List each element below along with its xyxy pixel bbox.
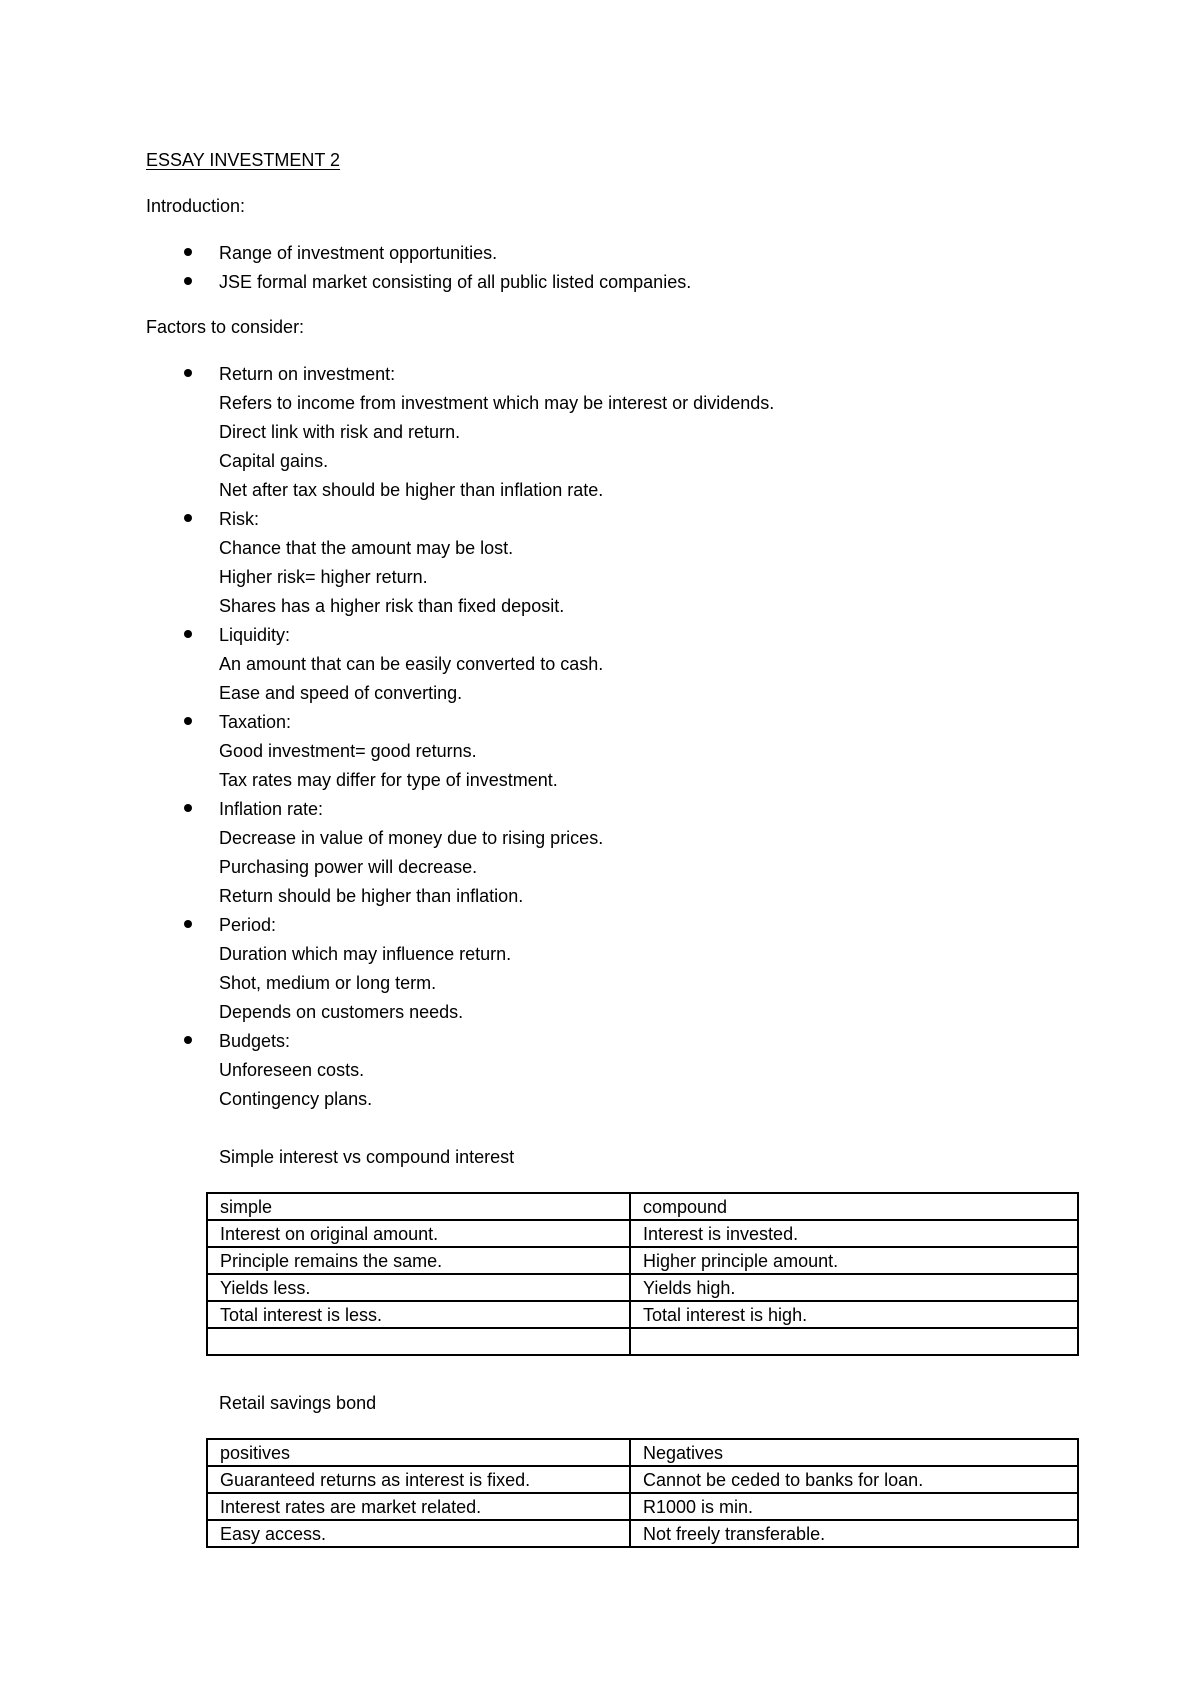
factor-detail: Unforeseen costs. <box>219 1060 365 1080</box>
factor-detail: Net after tax should be higher than inflation rate. <box>219 480 604 500</box>
bullet-icon <box>184 514 192 522</box>
table-cell: Interest is invested. <box>630 1220 1078 1247</box>
factor-detail: Chance that the amount may be lost. <box>219 538 514 558</box>
factor-label: Taxation: <box>219 712 292 732</box>
factor-detail: Good investment= good returns. <box>219 741 477 761</box>
table-header-cell: Negatives <box>630 1439 1078 1466</box>
factor-label: Return on investment: <box>219 364 396 384</box>
bullet-icon <box>184 717 192 725</box>
factor-label: Liquidity: <box>219 625 291 645</box>
table-cell: Yields less. <box>207 1274 630 1301</box>
factor-detail: Decrease in value of money due to rising prices. <box>219 828 604 848</box>
bullet-icon <box>184 369 192 377</box>
table-row <box>207 1220 1078 1247</box>
table-cell: Not freely transferable. <box>630 1520 1078 1547</box>
table-header-cell: compound <box>630 1193 1078 1220</box>
table-cell: Total interest is less. <box>207 1301 630 1328</box>
introduction-heading: Introduction: <box>146 196 246 216</box>
bullet-icon <box>184 277 192 285</box>
factor-detail: Shares has a higher risk than fixed deposit. <box>219 596 565 616</box>
table-cell: Interest rates are market related. <box>207 1493 630 1520</box>
factor-detail: Higher risk= higher return. <box>219 567 428 587</box>
table-cell <box>630 1328 1078 1355</box>
bullet-icon <box>184 248 192 256</box>
factor-detail: Depends on customers needs. <box>219 1002 464 1022</box>
table-cell: Total interest is high. <box>630 1301 1078 1328</box>
bullet-icon <box>184 630 192 638</box>
table-row <box>207 1247 1078 1274</box>
bond-table-caption: Retail savings bond <box>219 1393 377 1413</box>
bond-table <box>206 1438 1079 1548</box>
table-cell: Interest on original amount. <box>207 1220 630 1247</box>
table-row <box>207 1466 1078 1493</box>
factor-detail: Capital gains. <box>219 451 329 471</box>
table-header-cell: simple <box>207 1193 630 1220</box>
table-cell: Easy access. <box>207 1520 630 1547</box>
table-row <box>207 1328 1078 1355</box>
bullet-icon <box>184 1036 192 1044</box>
interest-table-caption: Simple interest vs compound interest <box>219 1147 515 1167</box>
bullet-icon <box>184 920 192 928</box>
factor-detail: Return should be higher than inflation. <box>219 886 524 906</box>
factor-detail: Duration which may influence return. <box>219 944 512 964</box>
table-cell: Cannot be ceded to banks for loan. <box>630 1466 1078 1493</box>
factor-detail: Purchasing power will decrease. <box>219 857 478 877</box>
factor-detail: An amount that can be easily converted to cash. <box>219 654 604 674</box>
table-cell: Guaranteed returns as interest is fixed. <box>207 1466 630 1493</box>
table-header-row <box>207 1193 1078 1220</box>
table-cell: R1000 is min. <box>630 1493 1078 1520</box>
factor-detail: Contingency plans. <box>219 1089 373 1109</box>
table-cell: Higher principle amount. <box>630 1247 1078 1274</box>
bullet-icon <box>184 804 192 812</box>
table-cell: Principle remains the same. <box>207 1247 630 1274</box>
table-row <box>207 1520 1078 1547</box>
factor-detail: Tax rates may differ for type of investment. <box>219 770 558 790</box>
factor-label: Inflation rate: <box>219 799 324 819</box>
factor-label: Budgets: <box>219 1031 291 1051</box>
table-row <box>207 1493 1078 1520</box>
table-row <box>207 1301 1078 1328</box>
factor-label: Period: <box>219 915 277 935</box>
factor-detail: Shot, medium or long term. <box>219 973 437 993</box>
introduction-bullet: JSE formal market consisting of all public listed companies. <box>219 272 692 292</box>
document-title: ESSAY INVESTMENT 2 <box>146 150 341 170</box>
table-cell <box>207 1328 630 1355</box>
interest-comparison-table <box>206 1192 1079 1356</box>
table-header-row <box>207 1439 1078 1466</box>
table-header-cell: positives <box>207 1439 630 1466</box>
introduction-bullet: Range of investment opportunities. <box>219 243 498 263</box>
factors-heading: Factors to consider: <box>146 317 305 337</box>
factor-detail: Ease and speed of converting. <box>219 683 463 703</box>
table-cell: Yields high. <box>630 1274 1078 1301</box>
factor-label: Risk: <box>219 509 259 529</box>
factor-detail: Direct link with risk and return. <box>219 422 461 442</box>
factor-detail: Refers to income from investment which may be interest or dividends. <box>219 393 775 413</box>
table-row <box>207 1274 1078 1301</box>
